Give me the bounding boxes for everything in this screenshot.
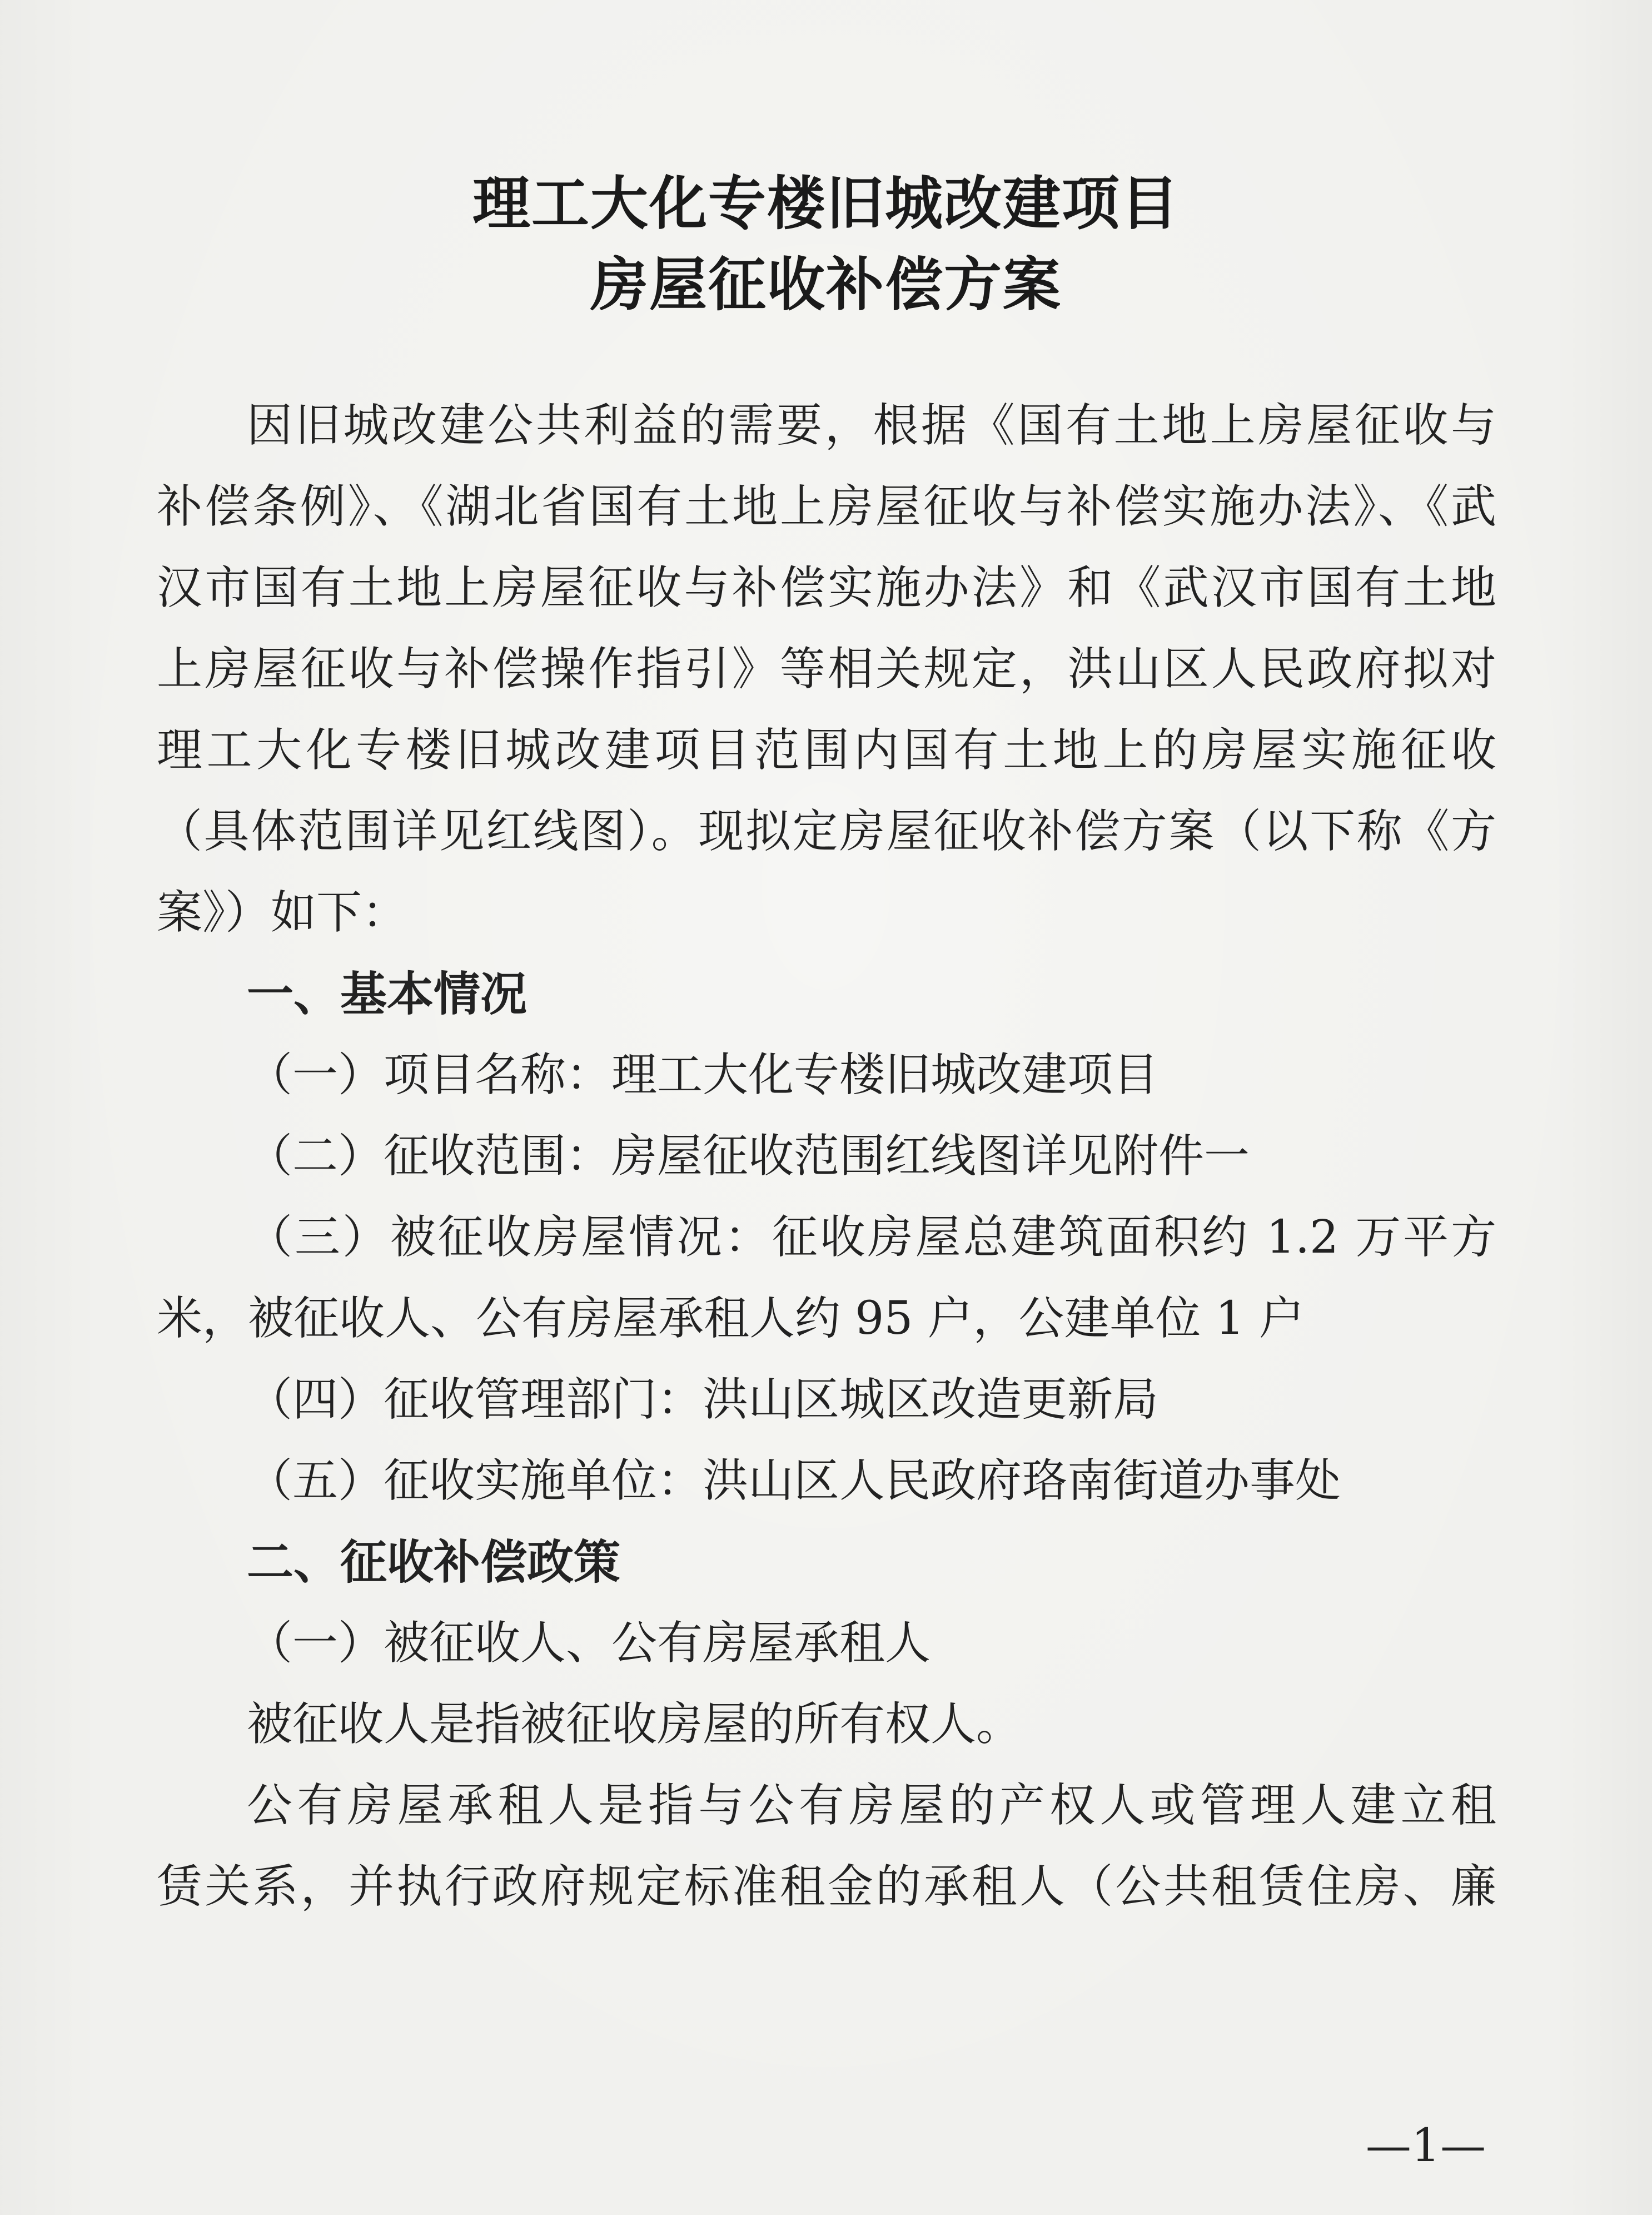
intro-line-5: 理工大化专楼旧城改建项目范围内国有土地上的房屋实施征收 bbox=[157, 724, 1496, 777]
section-2-heading: 二、征收补偿政策 bbox=[247, 1535, 621, 1590]
section-2-subheading-1: （一）被征收人、公有房屋承租人 bbox=[247, 1617, 931, 1670]
section-2-paragraph-1: 被征收人是指被征收房屋的所有权人。 bbox=[247, 1698, 1022, 1751]
intro-line-6: （具体范围详见红线图）。现拟定房屋征收补偿方案（以下称《方 bbox=[157, 805, 1496, 858]
intro-line-7: 案》）如下： bbox=[157, 886, 408, 939]
intro-line-2: 补偿条例》、《湖北省国有土地上房屋征收与补偿实施办法》、《武 bbox=[157, 480, 1496, 533]
section-2-paragraph-2-line-1: 公有房屋承租人是指与公有房屋的产权人或管理人建立租 bbox=[247, 1779, 1496, 1832]
section-2-paragraph-2-line-2: 赁关系，并执行政府规定标准租金的承租人（公共租赁住房、廉 bbox=[157, 1860, 1496, 1913]
section-1-item-5: （五）征收实施单位：洪山区人民政府珞南街道办事处 bbox=[247, 1454, 1341, 1507]
intro-line-1: 因旧城改建公共利益的需要，根据《国有土地上房屋征收与 bbox=[247, 399, 1496, 452]
section-1-item-3: （三）被征收房屋情况：征收房屋总建筑面积约 1.2 万平方 bbox=[247, 1211, 1496, 1264]
intro-line-3: 汉市国有土地上房屋征收与补偿实施办法》和《武汉市国有土地 bbox=[157, 562, 1496, 614]
intro-line-4: 上房屋征收与补偿操作指引》等相关规定，洪山区人民政府拟对 bbox=[157, 643, 1496, 696]
section-1-item-4: （四）征收管理部门：洪山区城区改造更新局 bbox=[247, 1373, 1159, 1426]
document-title-line-1: 理工大化专楼旧城改建项目 bbox=[472, 170, 1180, 237]
section-1-item-3-cont: 米，被征收人、公有房屋承租人约 95 户，公建单位 1 户 bbox=[157, 1292, 1305, 1345]
section-1-heading: 一、基本情况 bbox=[247, 967, 528, 1021]
section-1-item-1: （一）项目名称：理工大化专楼旧城改建项目 bbox=[247, 1049, 1159, 1101]
page-number: —1— bbox=[1365, 2119, 1486, 2172]
document-title-line-2: 房屋征收补偿方案 bbox=[590, 251, 1062, 319]
section-1-item-2: （二）征收范围：房屋征收范围红线图详见附件一 bbox=[247, 1130, 1250, 1183]
